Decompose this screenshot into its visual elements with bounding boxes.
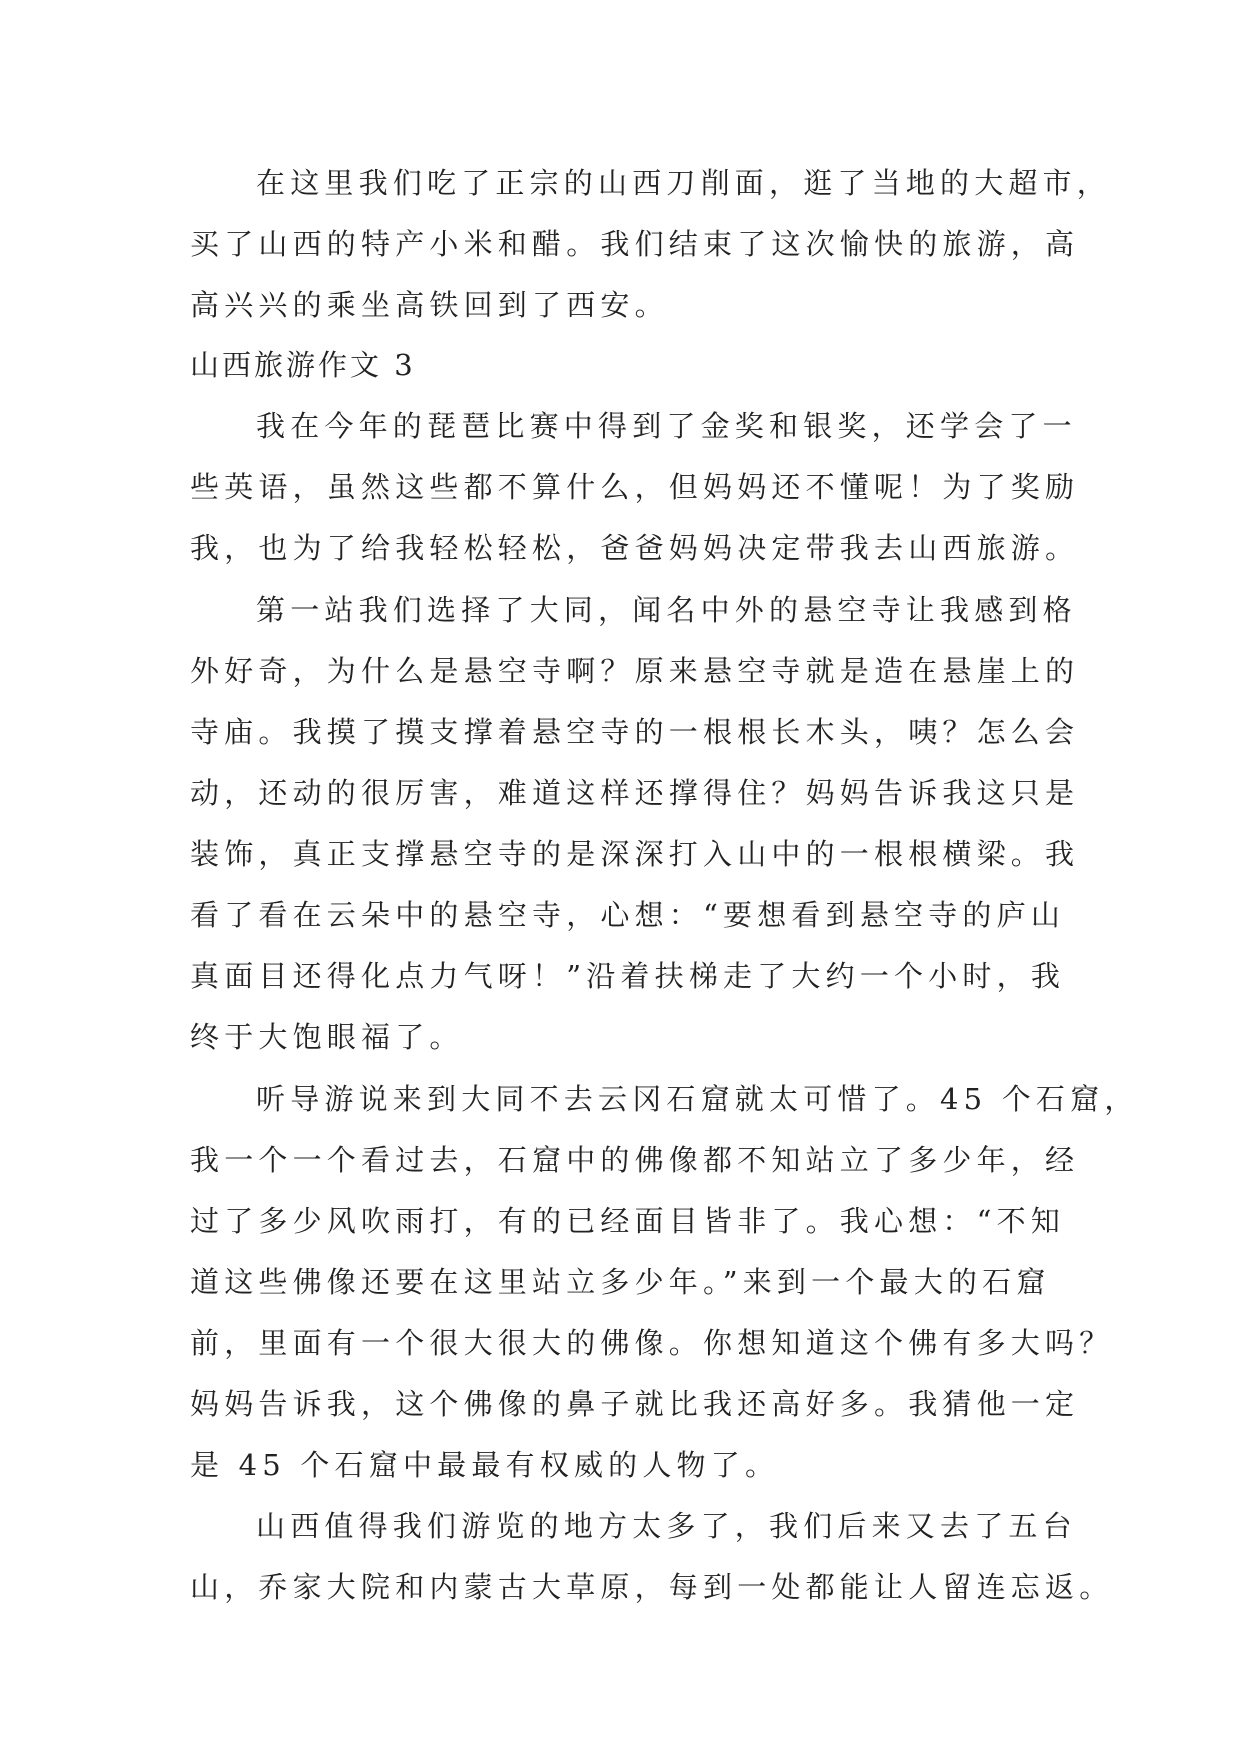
text-line: 我，也为了给我轻松轻松，爸爸妈妈决定带我去山西旅游。: [190, 531, 1080, 565]
text-line: 听导游说来到大同不去云冈石窟就太可惜了。45 个石窟，: [256, 1082, 1139, 1116]
text-line: 些英语，虽然这些都不算什么，但妈妈还不懂呢！为了奖励: [190, 470, 1080, 504]
text-line: 过了多少风吹雨打，有的已经面目皆非了。我心想：“不知: [190, 1204, 1066, 1238]
text-line: 高兴兴的乘坐高铁回到了西安。: [190, 288, 669, 322]
text-line: 前，里面有一个很大很大的佛像。你想知道这个佛有多大吗？: [190, 1326, 1114, 1360]
text-line: 道这些佛像还要在这里站立多少年。”来到一个最大的石窟: [190, 1265, 1051, 1299]
text-line: 山，乔家大院和内蒙古大草原，每到一处都能让人留连忘返。: [190, 1570, 1114, 1604]
text-line: 第一站我们选择了大同，闻名中外的悬空寺让我感到格: [256, 593, 1077, 627]
text-line: 寺庙。我摸了摸支撑着悬空寺的一根根长木头，咦？怎么会: [190, 715, 1080, 749]
text-line: 我一个一个看过去，石窟中的佛像都不知站立了多少年，经: [190, 1143, 1080, 1177]
text-line: 我在今年的琵琶比赛中得到了金奖和银奖，还学会了一: [256, 409, 1077, 443]
text-line: 装饰，真正支撑悬空寺的是深深打入山中的一根根横梁。我: [190, 837, 1080, 871]
text-line: 看了看在云朵中的悬空寺，心想：“要想看到悬空寺的庐山: [190, 898, 1066, 932]
text-line: 真面目还得化点力气呀！”沿着扶梯走了大约一个小时，我: [190, 959, 1066, 993]
section-heading: 山西旅游作文 3: [190, 348, 416, 382]
text-line: 买了山西的特产小米和醋。我们结束了这次愉快的旅游，高: [190, 227, 1080, 261]
text-line: 终于大饱眼福了。: [190, 1020, 464, 1054]
text-line: 是 45 个石窟中最最有权威的人物了。: [190, 1448, 780, 1482]
text-line: 山西值得我们游览的地方太多了，我们后来又去了五台: [256, 1509, 1077, 1543]
text-line: 妈妈告诉我，这个佛像的鼻子就比我还高好多。我猜他一定: [190, 1387, 1080, 1421]
text-line: 外好奇，为什么是悬空寺啊？原来悬空寺就是造在悬崖上的: [190, 654, 1080, 688]
text-line: 在这里我们吃了正宗的山西刀削面，逛了当地的大超市，: [256, 166, 1112, 200]
text-line: 动，还动的很厉害，难道这样还撑得住？妈妈告诉我这只是: [190, 776, 1080, 810]
